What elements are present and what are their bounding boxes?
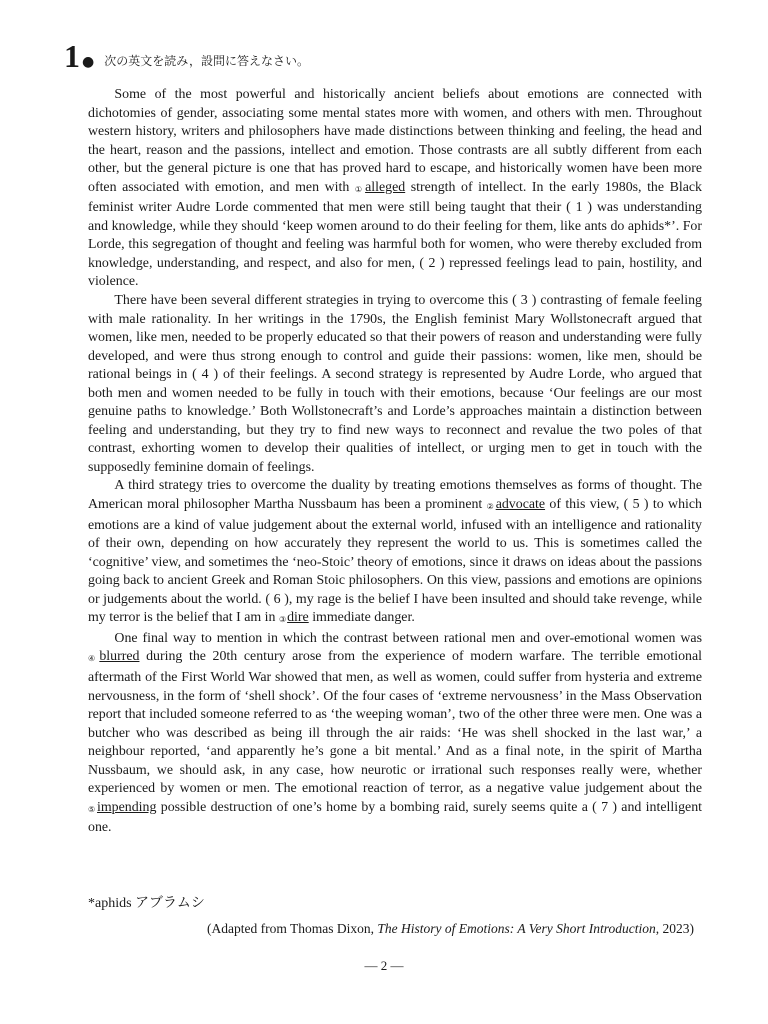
paragraph-1 (88, 86, 702, 292)
question-bullet: ● (82, 54, 95, 70)
source-prefix: (Adapted from Thomas Dixon, (207, 921, 378, 936)
question-header (64, 40, 309, 72)
paragraph-4 (88, 630, 702, 838)
p1-text-a: Some of the most powerful and historically ancient beliefs about emotions are connected with dichotomies of gender, associating some mental states more with women, and others with men. Throughout western history, writers and philosophers have made distinctions between thinking and feeling, the head and the heart, reason and the passions, intellect and emotion. Those contrasts are all subtly different from each other, but the general picture is one that has proved hard to escape, and historically women have been more often associated with emotion, and men with (88, 87, 702, 195)
p3-text-a: A third strategy tries to overcome the duality by treating emotions themselves as forms of thought. The American moral philosopher Martha Nussbaum has been a prominent (88, 478, 702, 513)
underlined-word-dire: dire (287, 610, 309, 626)
marker-3: ③ (278, 615, 287, 625)
source-citation (207, 921, 694, 937)
underlined-word-blurred: blurred (99, 649, 140, 665)
underlined-word-impending: impending (97, 799, 157, 815)
reading-passage (88, 86, 702, 838)
question-instruction: 次の英文を読み，設問に答えなさい。 (104, 54, 309, 68)
p4-text-b: during the 20th century arose from the experience of modern warfare. The terrible emotional aftermath of the First World War showed that men, as well as women, could suffer from hysteria and extreme nervousness, in the form of ‘shell shock’. Of the four cases of ‘extreme nervousness’ in the Mass Observation report that included someone referred to as ‘the weeping woman’, two of the other three were men. One was a butcher who was described as being ill through the air raids: ‘He was shell shocked in the last war,’ a neighbour reported, ‘and apparently he’s gone a bit mental.’ And as a final note, in the spirit of Martha Nussbaum, we should ask, in any case, how neurotic or irrational such responses really were, whether experienced by women or men. The emotional reaction of terror, as a negative value judgement about the (88, 649, 702, 797)
p1-text-b: strength of intellect. In the early 1980s, the Black feminist writer Audre Lorde commented that men were still being taught that their ( 1 ) was understanding and knowledge, while they should ‘keep women around to do their feeling for them, like ants do aphids*’. For Lorde, this segregation of thought and feeling was harmful both for women, who were thereby excluded from knowledge, understanding, and respect, and also for men, ( 2 ) repressed feelings lead to pain, hostility, and violence. (88, 179, 702, 290)
marker-2: ② (486, 502, 495, 512)
source-title: The History of Emotions: A Very Short Introduction (377, 921, 656, 936)
marker-5: ⑤ (88, 804, 97, 814)
paragraph-3 (88, 477, 702, 629)
paragraph-2: There have been several different strategies in trying to overcome this ( 3 ) contrasting of female feeling with male rationality. In her writings in the 1790s, the English feminist Mary Wollstonecraft argued that women, like men, needed to be properly educated so that their powers of reason and understanding were fully developed, and were thus strong enough to control and guide their passions: women, like men, should be rational beings in ( 4 ) of their feelings. A second strategy is represented by Audre Lorde, who argued that both men and women needed to be fully in touch with their emotions, because ‘Our feelings are our most genuine paths to knowledge.’ Both Wollstonecraft’s and Lorde’s approaches maintain a distinction between feeling and understanding, but they try to find new ways to reconnect and revalue the two poles of that contrast, exhorting women to develop their qualities of intellect, or urging men to get in touch with the supposedly feminine domain of feelings. (88, 293, 702, 475)
p3-text-b: of this view, ( 5 ) to which emotions are a kind of value judgement about the external world, infused with an intelligence and rationality of their own, depending on how accurately they represent the world to us. This is sometimes called the ‘cognitive’ view, and sometimes the ‘neo-Stoic’ theory of emotions, since it draws on ideas about the passions going back to ancient Greek and Roman Stoic philosophers. On this view, passions and emotions are opinions or judgements about the world. ( 6 ), my rage is the belief I have been insulted and should take revenge, while my terror is the belief that I am in (88, 497, 702, 626)
p4-text-c: possible destruction of one’s home by a bombing raid, surely seems quite a ( 7 ) and intelligent one. (88, 799, 703, 836)
footnote: *aphids アブラムシ (88, 896, 205, 911)
p3-text-c: immediate danger. (308, 610, 415, 626)
marker-1: ① (354, 184, 365, 194)
marker-4: ④ (88, 654, 99, 664)
question-number: 1 (64, 38, 80, 74)
underlined-word-alleged: alleged (365, 179, 406, 195)
source-suffix: , 2023) (655, 921, 694, 936)
p4-text-a: One final way to mention in which the contrast between rational men and over-emotional women was (114, 630, 702, 646)
underlined-word-advocate: advocate (495, 497, 546, 513)
page-number: — 2 — (364, 958, 404, 973)
